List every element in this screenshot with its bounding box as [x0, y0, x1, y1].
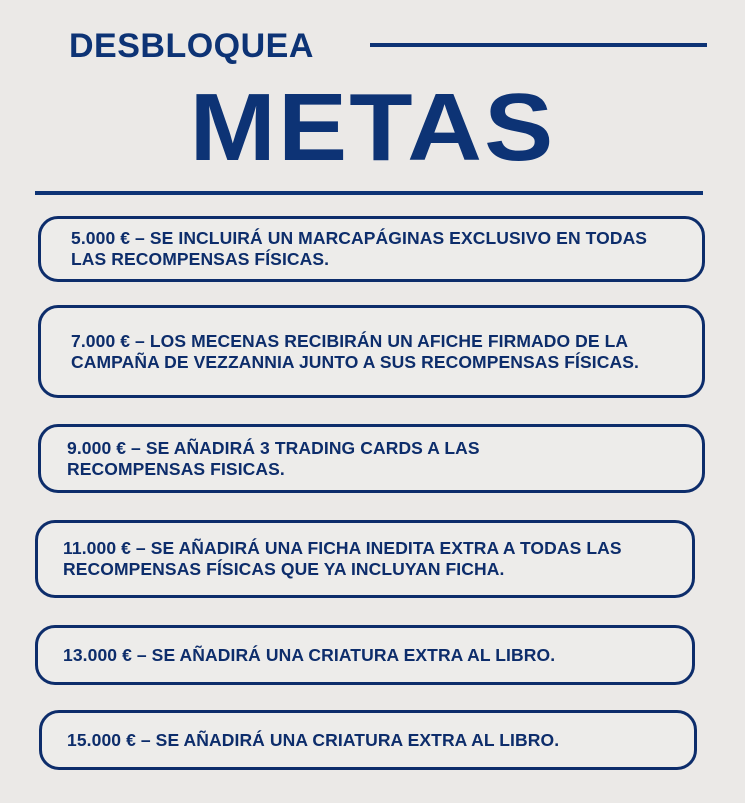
goal-text: 7.000 € – LOS MECENAS RECIBIRÁN UN AFICHE FIRMADO DE LA CAMPAÑA DE VEZZANNIA JUNTO A SUS RECOMPENSAS FÍSICAS.: [71, 330, 639, 372]
page-title: [0, 74, 745, 181]
goal-item-11000: [35, 520, 695, 598]
goal-item-13000: [35, 625, 695, 685]
goal-text: 15.000 € – SE AÑADIRÁ UNA CRIATURA EXTRA AL LIBRO.: [67, 729, 560, 750]
goal-text: 9.000 € – SE AÑADIRÁ 3 TRADING CARDS A LAS RECOMPENSAS FISICAS.: [67, 437, 480, 479]
goal-item-15000: [39, 710, 697, 770]
kicker-divider-line: [370, 43, 707, 47]
goal-text: 13.000 € – SE AÑADIRÁ UNA CRIATURA EXTRA AL LIBRO.: [63, 644, 556, 665]
kicker-heading: DESBLOQUEA: [69, 27, 314, 65]
page-title-text: METAS: [189, 74, 556, 181]
title-divider-line: [35, 191, 703, 195]
goal-item-9000: [38, 424, 705, 493]
goal-text: 11.000 € – SE AÑADIRÁ UNA FICHA INEDITA EXTRA A TODAS LAS RECOMPENSAS FÍSICAS QUE YA INCLUYAN FICHA.: [63, 538, 622, 579]
goal-text: 5.000 € – SE INCLUIRÁ UN MARCAPÁGINAS EXCLUSIVO EN TODAS LAS RECOMPENSAS FÍSICAS.: [71, 228, 648, 269]
goal-item-7000: [38, 305, 705, 398]
goal-item-5000: [38, 216, 705, 282]
